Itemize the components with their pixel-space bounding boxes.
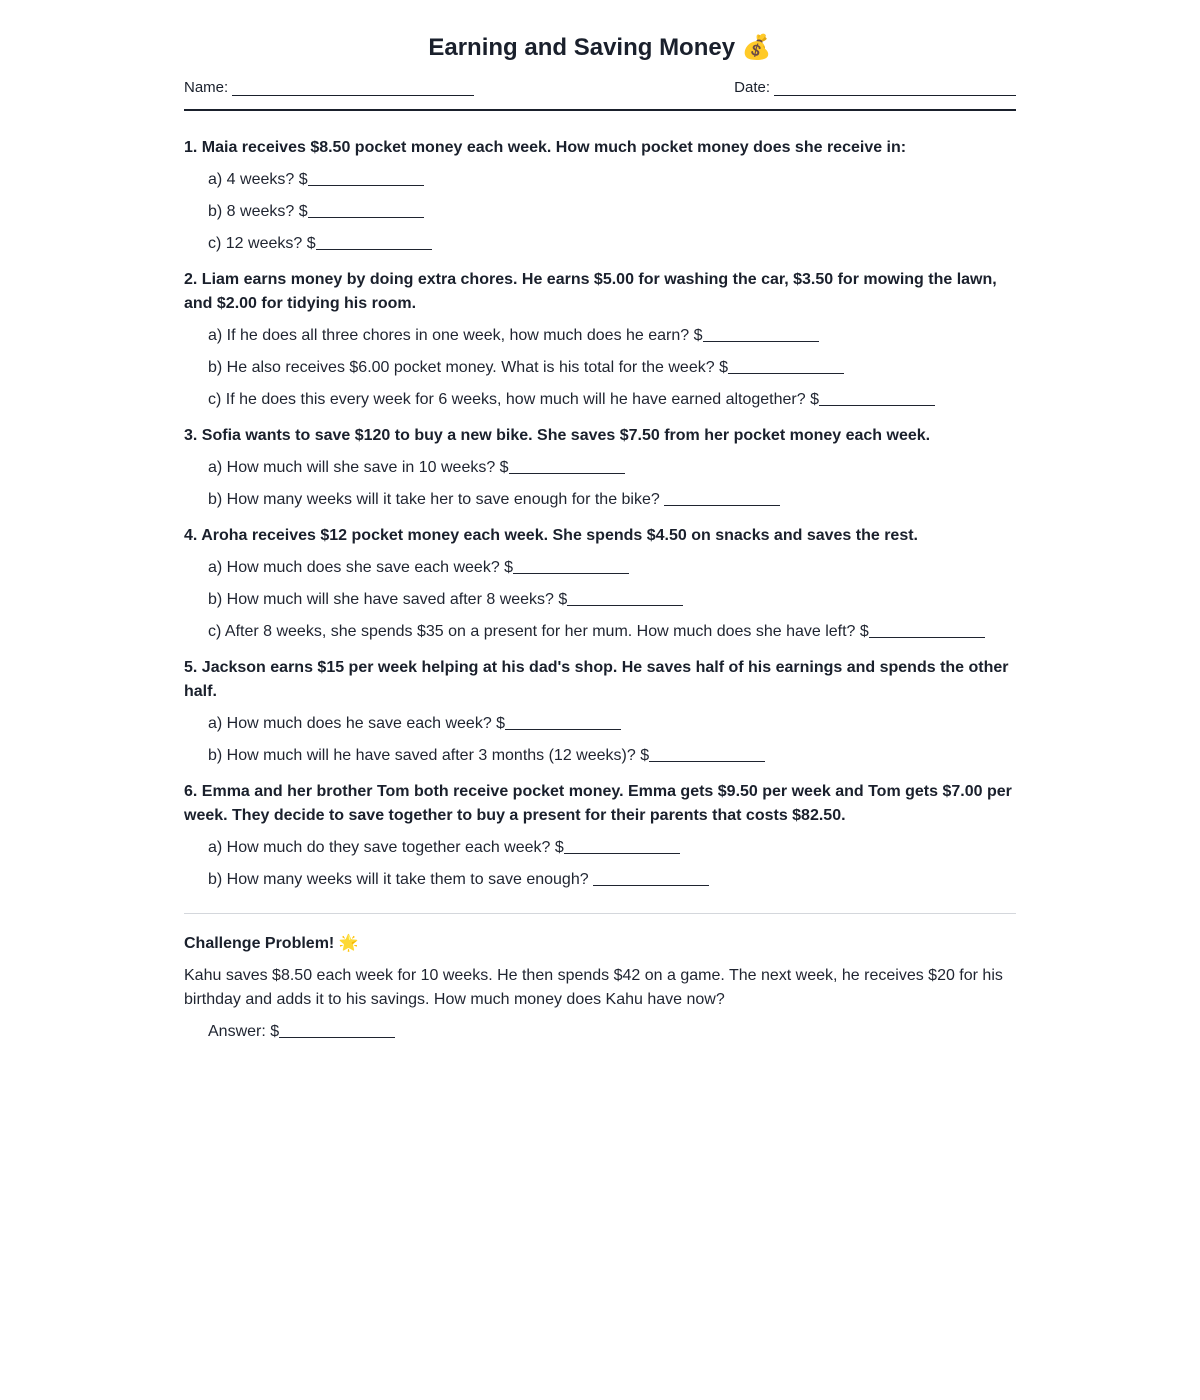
answer-blank[interactable] [513, 557, 629, 574]
challenge-answer-label: Answer: $ [208, 1023, 280, 1040]
question-2b [184, 356, 1016, 380]
answer-blank[interactable] [567, 589, 683, 606]
question-6b-text: b) How many weeks will it take them to save enough? [208, 871, 594, 888]
challenge-text: Kahu saves $8.50 each week for 10 weeks. He then spends $42 on a game. The next week, he receives $20 for his birthday and adds it to his savings. How much money does Kahu have now? [184, 967, 1003, 1008]
question-6b [184, 868, 1016, 892]
question-4c [184, 620, 1016, 644]
answer-blank[interactable] [316, 233, 432, 250]
worksheet [184, 0, 1016, 1044]
question-list [184, 136, 1016, 892]
question-3b [184, 488, 1016, 512]
question-2-text: 2. Liam earns money by doing extra chores. He earns $5.00 for washing the car, $3.50 for mowing the lawn, and $2.00 for tidying his room. [184, 271, 997, 312]
date-field [734, 78, 1016, 98]
section-divider [184, 913, 1016, 914]
answer-blank[interactable] [308, 169, 424, 186]
question-2a-text: a) If he does all three chores in one week, how much does he earn? $ [208, 327, 703, 344]
question-3a-text: a) How much will she save in 10 weeks? $ [208, 459, 509, 476]
question-2c [184, 388, 1016, 412]
question-5-text: 5. Jackson earns $15 per week helping at his dad's shop. He saves half of his earnings and spends the other half. [184, 659, 1009, 700]
challenge-answer [184, 1020, 1016, 1044]
question-3 [184, 424, 1016, 512]
answer-blank[interactable] [593, 869, 709, 886]
question-3b-text: b) How many weeks will it take her to save enough for the bike? [208, 491, 665, 508]
question-3a [184, 456, 1016, 480]
name-field [184, 78, 474, 98]
question-1c-text: c) 12 weeks? $ [208, 235, 316, 252]
question-5b [184, 744, 1016, 768]
answer-blank[interactable] [819, 389, 935, 406]
question-4b-text: b) How much will she have saved after 8 weeks? $ [208, 591, 568, 608]
question-5 [184, 656, 1016, 768]
answer-blank[interactable] [869, 621, 985, 638]
question-4a-text: a) How much does she save each week? $ [208, 559, 514, 576]
question-1a-text: a) 4 weeks? $ [208, 171, 308, 188]
question-2b-text: b) He also receives $6.00 pocket money. What is his total for the week? $ [208, 359, 728, 376]
question-4 [184, 524, 1016, 644]
question-5b-text: b) How much will he have saved after 3 months (12 weeks)? $ [208, 747, 650, 764]
question-3-text: 3. Sofia wants to save $120 to buy a new bike. She saves $7.50 from her pocket money each week. [184, 427, 931, 444]
answer-blank[interactable] [505, 713, 621, 730]
question-2 [184, 268, 1016, 412]
question-4c-text: c) After 8 weeks, she spends $35 on a present for her mum. How much does she have left? $ [208, 623, 869, 640]
question-2a [184, 324, 1016, 348]
challenge-title: Challenge Problem! 🌟 [184, 935, 359, 952]
question-1a [184, 168, 1016, 192]
answer-blank[interactable] [564, 837, 680, 854]
answer-blank[interactable] [649, 745, 765, 762]
answer-blank[interactable] [308, 201, 424, 218]
answer-blank[interactable] [703, 325, 819, 342]
question-1-text: 1. Maia receives $8.50 pocket money each week. How much pocket money does she receive in: [184, 139, 907, 156]
worksheet-header [184, 78, 1016, 111]
name-label: Name: [184, 79, 229, 96]
question-1c [184, 232, 1016, 256]
question-1 [184, 136, 1016, 256]
question-1b [184, 200, 1016, 224]
answer-blank[interactable] [664, 489, 780, 506]
answer-blank[interactable] [728, 357, 844, 374]
question-4-text: 4. Aroha receives $12 pocket money each week. She spends $4.50 on snacks and saves the rest. [184, 527, 918, 544]
question-4a [184, 556, 1016, 580]
question-6-text: 6. Emma and her brother Tom both receive pocket money. Emma gets $9.50 per week and Tom gets $7.00 per week. They decide to save together to buy a present for their parents that costs $82.50. [184, 783, 1012, 824]
answer-blank[interactable] [509, 457, 625, 474]
question-4b [184, 588, 1016, 612]
page-title: Earning and Saving Money 💰 [428, 34, 772, 61]
question-6a [184, 836, 1016, 860]
question-6a-text: a) How much do they save together each week? $ [208, 839, 564, 856]
date-label: Date: [734, 79, 770, 96]
question-6 [184, 780, 1016, 892]
question-5a [184, 712, 1016, 736]
date-blank-line[interactable] [774, 81, 1016, 96]
question-1b-text: b) 8 weeks? $ [208, 203, 308, 220]
challenge-section [184, 932, 1016, 1044]
question-5a-text: a) How much does he save each week? $ [208, 715, 506, 732]
answer-blank[interactable] [279, 1021, 395, 1038]
question-2c-text: c) If he does this every week for 6 weeks, how much will he have earned altogether? $ [208, 391, 819, 408]
name-blank-line[interactable] [232, 81, 474, 96]
